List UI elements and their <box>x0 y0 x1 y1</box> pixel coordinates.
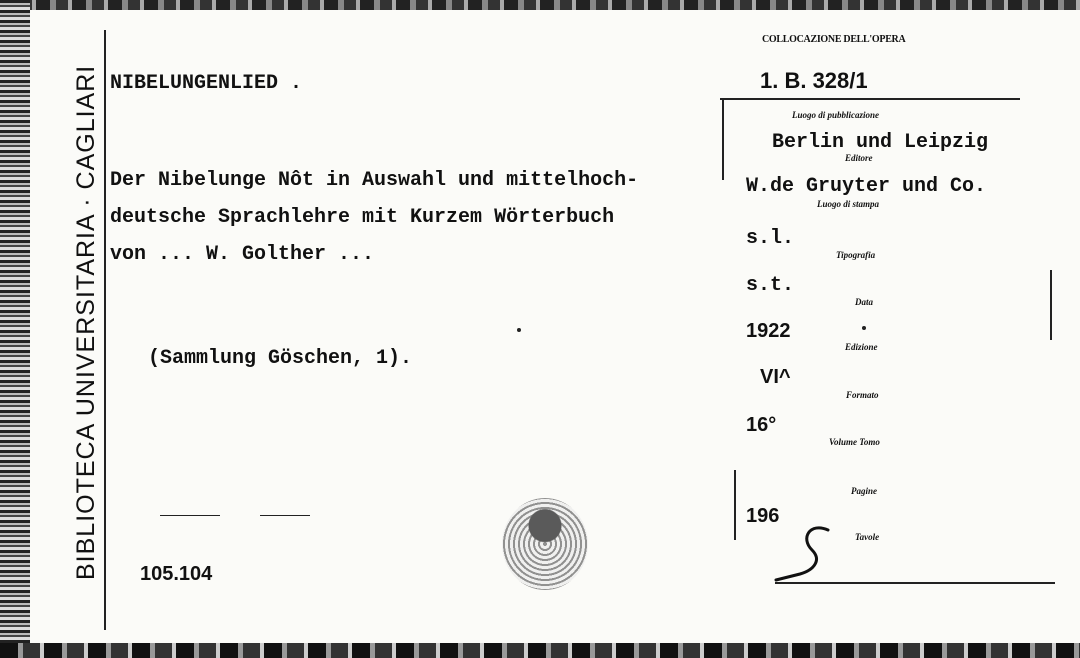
inventory-number: 105.104 <box>140 563 213 585</box>
label-place: Luogo di pubblicazione <box>792 110 880 120</box>
value-edition: VI^ <box>760 366 791 388</box>
label-plates: Tavole <box>855 532 880 542</box>
value-printer: s.t. <box>746 274 795 297</box>
scan-edge-left <box>0 0 30 658</box>
scan-edge-bottom <box>0 643 1080 658</box>
right-rule <box>1050 270 1052 340</box>
label-date: Data <box>855 297 873 307</box>
library-stamp <box>502 498 588 590</box>
value-place: Berlin und Leipzig <box>772 131 989 154</box>
heading: NIBELUNGENLIED . <box>110 72 303 95</box>
value-print-place: s.l. <box>746 227 795 250</box>
value-date: 1922 <box>746 320 791 342</box>
collocazione-label: COLLOCAZIONE DELL'OPERA <box>762 34 906 45</box>
label-pages: Pagine <box>851 486 877 496</box>
library-spine <box>62 64 110 580</box>
dash-2 <box>260 515 310 516</box>
label-printer: Tipografia <box>836 250 876 260</box>
value-format: 16° <box>746 414 777 436</box>
title-line: deutsche Sprachlehre mit Kurzem Wörterbuch <box>110 206 615 229</box>
series-statement: (Sammlung Göschen, 1). <box>148 347 413 370</box>
label-publisher: Editore <box>845 153 873 163</box>
label-print-place: Luogo di stampa <box>817 199 880 209</box>
scan-edge-top <box>0 0 1080 10</box>
fields-rule-bottom <box>734 470 736 540</box>
margin-rule <box>104 30 106 630</box>
library-name: BIBLIOTECA UNIVERSITARIA · CAGLIARI <box>72 64 100 580</box>
dash-1 <box>160 515 220 516</box>
value-pages: 196 <box>746 505 780 527</box>
value-publisher: W.de Gruyter und Co. <box>746 175 987 198</box>
title-line: Der Nibelunge Nôt in Auswahl und mittelhoch- <box>110 169 639 192</box>
handwritten-mark-icon <box>770 520 840 584</box>
header-rule <box>720 98 1020 100</box>
speck <box>862 326 866 330</box>
label-format: Formato <box>846 390 879 400</box>
label-volumes: Volume Tomo <box>829 437 880 447</box>
speck <box>517 328 521 332</box>
fields-rule-top <box>722 100 724 180</box>
title-line: von ... W. Golther ... <box>110 243 375 266</box>
label-edition: Edizione <box>845 342 878 352</box>
shelfmark: 1. B. 328/1 <box>760 68 868 93</box>
